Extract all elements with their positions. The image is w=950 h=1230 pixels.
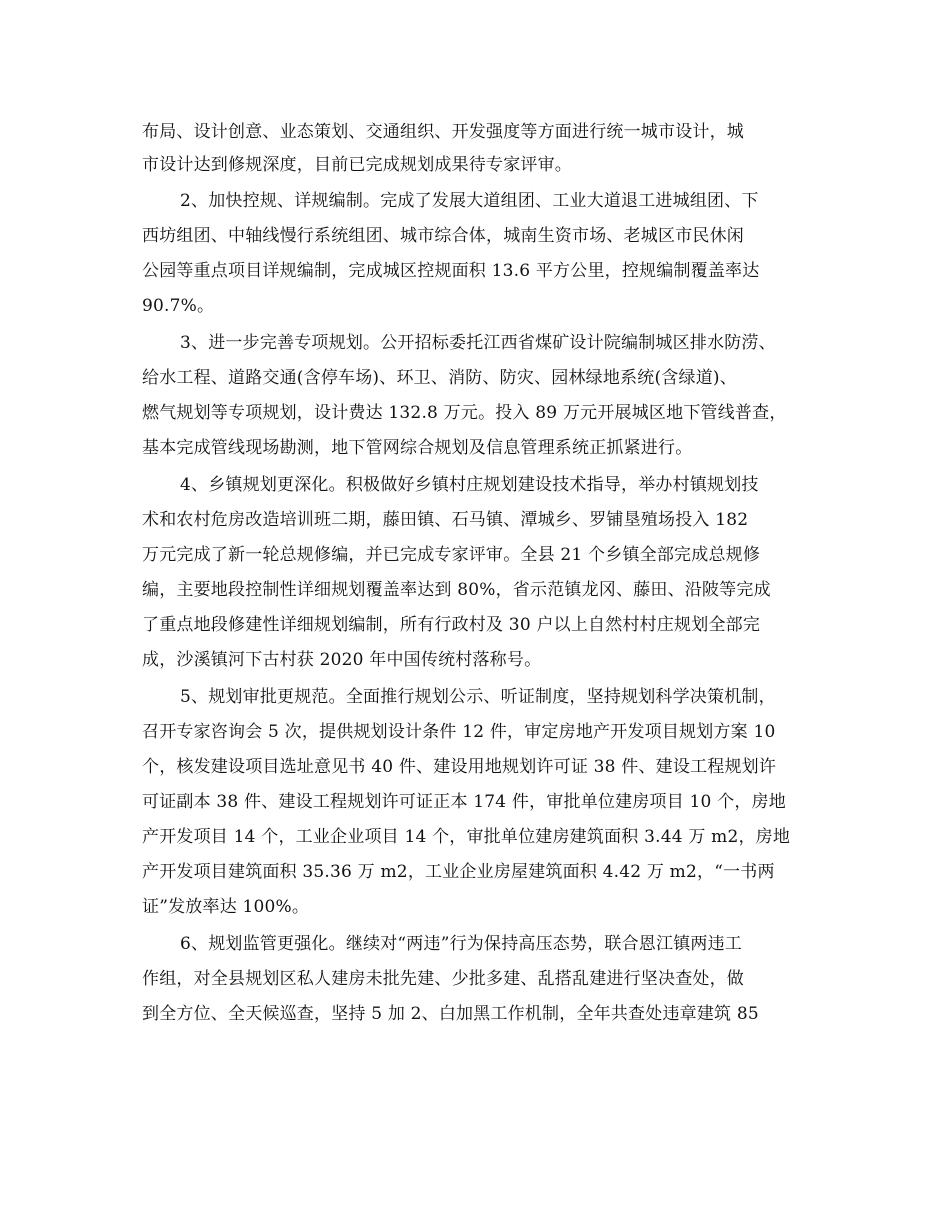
text-line: 4、乡镇规划更深化。积极做好乡镇村庄规划建设技术指导，举办村镇规划技: [180, 475, 759, 495]
text-line: 了重点地段修建性详细规划编制，所有行政村及 30 户以上自然村村庄规划全部完: [142, 615, 761, 635]
text-line: 燃气规划等专项规划，设计费达 132.8 万元。投入 89 万元开展城区地下管线普查，: [142, 403, 787, 423]
text-line: 产开发项目建筑面积 35.36 万 m2，工业企业房屋建筑面积 4.42 万 m2，“一书两: [142, 862, 775, 882]
text-line: 2、加快控规、详规编制。完成了发展大道组团、工业大道退工进城组团、下: [180, 191, 759, 211]
text-line: 产开发项目 14 个，工业企业项目 14 个，审批单位建房建筑面积 3.44 万 m2，房地: [142, 827, 791, 847]
text-line: 成，沙溪镇河下古村获 2020 年中国传统村落称号。: [142, 650, 542, 670]
text-line: 公园等重点项目详规编制，完成城区控规面积 13.6 平方公里，控规编制覆盖率达: [142, 261, 760, 281]
text-line: 西坊组团、中轴线慢行系统组团、城市综合体，城南生资市场、老城区市民休闲: [142, 226, 744, 246]
text-line: 5、规划审批更规范。全面推行规划公示、听证制度，坚持规划科学决策机制，: [180, 687, 776, 707]
text-line: 布局、设计创意、业态策划、交通组织、开发强度等方面进行统一城市设计，城: [142, 122, 744, 142]
text-line: 召开专家咨询会 5 次，提供规划设计条件 12 件，审定房地产开发项目规划方案 10: [142, 722, 776, 742]
text-line: 个，核发建设项目选址意见书 40 件、建设用地规划许可证 38 件、建设工程规划许: [142, 757, 777, 777]
text-line: 90.7%。: [142, 296, 215, 316]
text-line: 6、规划监管更强化。继续对“两违”行为保持高压态势，联合恩江镇两违工: [180, 934, 742, 954]
text-line: 给水工程、道路交通(含停车场)、环卫、消防、防灾、园林绿地系统(含绿道)、: [142, 368, 737, 388]
text-line: 证”发放率达 100%。: [142, 897, 310, 917]
text-line: 术和农村危房改造培训班二期，藤田镇、石马镇、潭城乡、罗铺垦殖场投入 182: [142, 510, 749, 530]
text-line: 3、进一步完善专项规划。公开招标委托江西省煤矿设计院编制城区排水防涝、: [180, 333, 776, 353]
text-line: 作组，对全县规划区私人建房未批先建、少批多建、乱搭乱建进行坚决查处，做: [142, 969, 744, 989]
text-line: 基本完成管线现场勘测，地下管网综合规划及信息管理系统正抓紧进行。: [142, 438, 693, 458]
text-line: 市设计达到修规深度，目前已完成规划成果待专家评审。: [142, 155, 572, 175]
text-line: 到全方位、全天候巡查，坚持 5 加 2、白加黑工作机制，全年共查处违章建筑 85: [142, 1004, 759, 1024]
text-line: 万元完成了新一轮总规修编，并已完成专家评审。全县 21 个乡镇全部完成总规修: [142, 545, 761, 565]
text-line: 可证副本 38 件、建设工程规划许可证正本 174 件，审批单位建房项目 10 个，房地: [142, 792, 786, 812]
text-line: 编，主要地段控制性详细规划覆盖率达到 80%，省示范镇龙冈、藤田、沿陂等完成: [142, 580, 771, 600]
